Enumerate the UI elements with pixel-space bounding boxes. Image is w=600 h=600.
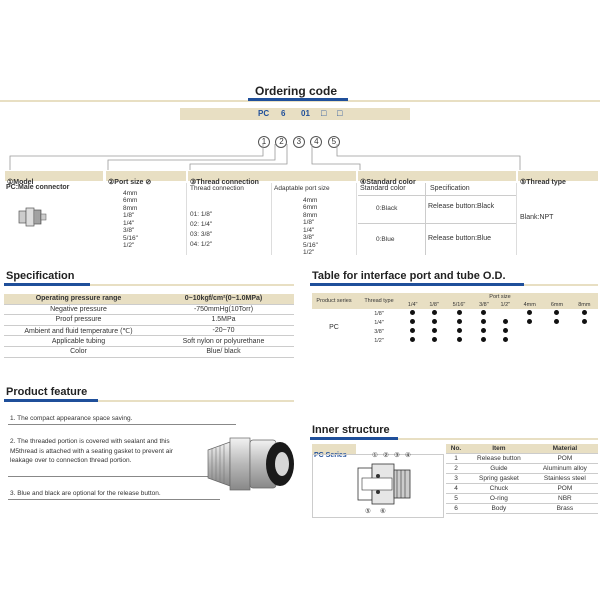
- availability-dot: [503, 337, 508, 342]
- availability-dot: [410, 319, 415, 324]
- adaptable-port-label: Adaptable port size: [274, 185, 330, 192]
- availability-dot: [432, 310, 437, 315]
- thread-type-value: Blank:NPT: [520, 214, 554, 221]
- callout-2: ②: [383, 452, 389, 459]
- part-material: POM: [532, 454, 598, 464]
- table-row: [4, 294, 294, 304]
- availability-dot: [457, 328, 462, 333]
- thread-type-cell: 1/4": [374, 319, 384, 326]
- port-size-value: 1/8": [123, 212, 135, 220]
- adaptable-port-value: 6mm: [303, 204, 318, 212]
- availability-dot: [457, 337, 462, 342]
- table-row: [4, 304, 294, 315]
- dot-cell: [423, 318, 444, 327]
- standard-color-header: ④Standard color: [358, 171, 516, 181]
- column-header-port: Port size: [402, 293, 598, 301]
- thread-connection-value: 01: 1/8": [190, 211, 213, 218]
- thread-type-header: ⑤Thread type: [518, 171, 598, 181]
- dot-cell: [423, 327, 444, 336]
- column-divider: [186, 183, 187, 255]
- availability-dot: [457, 310, 462, 315]
- dot-cell: [495, 327, 516, 336]
- port-size-value: 5/16": [123, 234, 138, 242]
- table-row: [446, 474, 598, 484]
- specification-title-underline: [4, 283, 90, 286]
- column-header-product: Product series: [312, 293, 356, 309]
- part-item: Spring gasket: [466, 474, 532, 484]
- dot-cell: [402, 327, 423, 336]
- column-divider: [356, 183, 357, 255]
- spec-value: Blue/ black: [153, 346, 294, 357]
- adaptable-port-value: 3/8": [303, 234, 315, 242]
- table-row: [446, 494, 598, 504]
- table-row: [4, 325, 294, 336]
- dot-cell: [571, 309, 598, 318]
- color-code-blue: 0:Blue: [376, 236, 395, 243]
- part-material: Stainless steel: [532, 474, 598, 484]
- specification-table: [4, 294, 294, 358]
- table-row: [4, 315, 294, 326]
- availability-dot: [527, 319, 532, 324]
- callout-4: ④: [405, 452, 411, 459]
- adaptable-port-value: 5/16": [303, 241, 318, 249]
- thread-type-cell: 1/2": [374, 337, 384, 344]
- availability-dot: [503, 328, 508, 333]
- part-no: 6: [446, 504, 466, 514]
- dot-cell: [402, 318, 423, 327]
- inner-structure-title: Inner structure: [312, 424, 390, 436]
- thread-connection-value: 04: 1/2": [190, 241, 213, 248]
- table-row: [312, 309, 598, 318]
- marker-1: 1: [258, 136, 270, 148]
- table-row: [446, 444, 598, 454]
- male-connector-illustration: [18, 205, 48, 229]
- availability-dot: [527, 310, 532, 315]
- marker-2: 2: [275, 136, 287, 148]
- callout-1: ①: [372, 452, 378, 459]
- availability-dot: [432, 328, 437, 333]
- spec-name: Color: [4, 346, 153, 357]
- inner-structure-diagram: [356, 460, 416, 508]
- product-feature-title: Product feature: [6, 386, 88, 398]
- dot-cell: [571, 318, 598, 327]
- availability-dot: [554, 319, 559, 324]
- column-divider: [271, 183, 272, 255]
- table-row: [4, 336, 294, 347]
- marker-5: 5: [328, 136, 340, 148]
- port-size-value: 8mm: [123, 204, 138, 212]
- pc-series-label: PC Series: [312, 444, 356, 454]
- table-row: [446, 484, 598, 494]
- port-size-value: 6mm: [123, 197, 138, 205]
- dot-cell: [516, 309, 543, 318]
- part-item: Guide: [466, 464, 532, 474]
- thread-type-cell: 3/8": [374, 328, 384, 335]
- port-size-header-cell: 3/8": [479, 302, 489, 308]
- table-row: [446, 504, 598, 514]
- thread-connection-list: [190, 210, 212, 250]
- spec-value: 0~10kgf/cm²(0~1.0MPa): [153, 294, 294, 304]
- callout-6: ⑥: [380, 508, 386, 515]
- thread-connection-value: 02: 1/4": [190, 221, 213, 228]
- color-code-black: 0:Black: [376, 205, 398, 212]
- ordering-title: Ordering code: [255, 84, 338, 98]
- spec-name: Negative pressure: [4, 304, 153, 315]
- part-no: 5: [446, 494, 466, 504]
- part-no: 2: [446, 464, 466, 474]
- dot-cell: [445, 336, 473, 345]
- part-material: NBR: [532, 494, 598, 504]
- interface-table-title: Table for interface port and tube O.D.: [312, 270, 506, 282]
- dot-cell: [423, 309, 444, 318]
- availability-dot: [582, 319, 587, 324]
- part-item: Release button: [466, 454, 532, 464]
- dot-cell: [423, 336, 444, 345]
- dot-cell: [473, 336, 494, 345]
- port-size-header-cell: 4mm: [523, 302, 536, 308]
- port-size-header-cell: 6mm: [550, 302, 564, 308]
- table-row: [446, 464, 598, 474]
- part-item: Body: [466, 504, 532, 514]
- material-table: [446, 444, 598, 514]
- availability-dot: [410, 310, 415, 315]
- port-size-value: 4mm: [123, 190, 138, 197]
- model-header: ①Model: [5, 171, 103, 181]
- port-size-header-cell: 5/16": [452, 302, 466, 308]
- adaptable-port-value: 4mm: [303, 197, 318, 204]
- dot-cell: [516, 327, 543, 336]
- code-part-1: PC: [258, 109, 270, 118]
- availability-dot: [432, 337, 437, 342]
- availability-dot: [457, 319, 462, 324]
- spec-name: Operating pressure range: [4, 294, 153, 304]
- dot-cell: [495, 309, 516, 318]
- spec-value: -20~70: [153, 325, 294, 336]
- column-header-material: Material: [532, 444, 598, 454]
- dot-cell: [473, 309, 494, 318]
- code-part-4: □: [321, 108, 327, 118]
- part-item: Chuck: [466, 484, 532, 494]
- dot-cell: [402, 309, 423, 318]
- code-part-3: 01: [301, 109, 310, 118]
- feature-item-2: 2. The threaded portion is covered with sealant and this M5thread is attached with a seating gasket to prevent air leakage over to connection thread portion.: [10, 438, 173, 464]
- part-no: 3: [446, 474, 466, 484]
- feature-underline: [8, 499, 220, 500]
- dot-cell: [473, 327, 494, 336]
- port-size-header-cell: 1/4": [407, 302, 418, 308]
- part-no: 1: [446, 454, 466, 464]
- column-header-thread: Thread type: [356, 293, 402, 309]
- product-series-cell: PC: [329, 323, 339, 331]
- column-header-no: No.: [446, 444, 466, 454]
- availability-dot: [410, 337, 415, 342]
- port-size-header-cell: 1/2": [500, 302, 511, 308]
- dot-cell: [571, 336, 598, 345]
- standard-color-label: Standard color: [360, 185, 406, 192]
- thread-connection-label: Thread connection: [190, 185, 244, 192]
- part-material: POM: [532, 484, 598, 494]
- availability-dot: [481, 319, 486, 324]
- dot-cell: [445, 318, 473, 327]
- dot-cell: [571, 327, 598, 336]
- feature-item-1: 1. The compact appearance space saving.: [10, 415, 133, 422]
- ordering-connector-lines: [0, 140, 600, 172]
- dot-cell: [402, 336, 423, 345]
- model-value: PC:Male connector: [6, 184, 70, 191]
- spec-name: Ambient and fluid temperature (℃): [4, 325, 153, 336]
- standard-color-divider: [358, 195, 516, 196]
- availability-dot: [481, 328, 486, 333]
- specification-label: Specification: [430, 185, 470, 192]
- part-no: 4: [446, 484, 466, 494]
- dot-cell: [473, 318, 494, 327]
- availability-dot: [582, 310, 587, 315]
- availability-dot: [432, 319, 437, 324]
- adaptable-port-list: [303, 197, 318, 257]
- port-size-value: 1/4": [123, 219, 135, 227]
- code-part-2: 6: [281, 109, 286, 118]
- column-header-item: Item: [466, 444, 532, 454]
- dot-cell: [445, 327, 473, 336]
- standard-color-vdivider: [425, 183, 426, 255]
- thread-connection-value: 03: 3/8": [190, 231, 213, 238]
- dot-cell: [543, 336, 570, 345]
- adaptable-port-value: 8mm: [303, 211, 318, 219]
- part-material: Brass: [532, 504, 598, 514]
- adaptable-port-value: 1/8": [303, 219, 315, 227]
- table-row: [312, 293, 598, 301]
- availability-dot: [410, 328, 415, 333]
- port-size-header: ②Port size ⊘: [106, 171, 186, 181]
- inner-structure-title-underline: [310, 437, 398, 440]
- column-divider: [516, 183, 517, 255]
- dot-cell: [543, 327, 570, 336]
- availability-dot: [554, 310, 559, 315]
- spec-value: 1.5MPa: [153, 315, 294, 326]
- dot-cell: [543, 309, 570, 318]
- product-feature-title-underline: [4, 399, 98, 402]
- part-material: Aluminum alloy: [532, 464, 598, 474]
- standard-color-row-divider: [358, 223, 516, 224]
- thread-connection-header: ③Thread connection: [188, 171, 356, 181]
- specification-title: Specification: [6, 270, 75, 282]
- spec-name: Proof pressure: [4, 315, 153, 326]
- feature-underline: [8, 424, 236, 425]
- adaptable-port-value: 1/2": [303, 249, 315, 257]
- dot-cell: [445, 309, 473, 318]
- dot-cell: [543, 318, 570, 327]
- port-size-list: [123, 190, 138, 250]
- table-row: [446, 454, 598, 464]
- table-row: [4, 346, 294, 357]
- availability-dot: [503, 319, 508, 324]
- feature-underline: [8, 476, 218, 477]
- interface-title-underline: [310, 283, 524, 286]
- availability-dot: [481, 310, 486, 315]
- dot-cell: [495, 318, 516, 327]
- dot-cell: [516, 336, 543, 345]
- adaptable-port-value: 1/4": [303, 226, 315, 234]
- thread-type-cell: 1/8": [374, 310, 384, 317]
- interface-table: [312, 293, 598, 345]
- port-size-value: 1/2": [123, 242, 135, 250]
- code-bar: [180, 108, 410, 120]
- part-item: O-ring: [466, 494, 532, 504]
- code-part-5: □: [337, 108, 343, 118]
- availability-dot: [481, 337, 486, 342]
- male-connector-photo: [200, 428, 298, 508]
- port-size-header-cell: 1/8": [429, 302, 439, 308]
- callout-5: ⑤: [365, 508, 371, 515]
- ordering-title-underline: [248, 98, 348, 101]
- marker-3: 3: [293, 136, 305, 148]
- spec-value: Soft nylon or polyurethane: [153, 336, 294, 347]
- dot-cell: [495, 336, 516, 345]
- marker-4: 4: [310, 136, 322, 148]
- port-size-header-cell: 8mm: [578, 302, 591, 308]
- spec-value: -750mmHg(10Torr): [153, 304, 294, 315]
- dot-cell: [516, 318, 543, 327]
- color-spec-blue: Release button:Blue: [428, 235, 492, 242]
- color-spec-black: Release button:Black: [428, 203, 495, 210]
- port-size-value: 3/8": [123, 227, 135, 235]
- feature-item-3: 3. Blue and black are optional for the release button.: [10, 490, 161, 497]
- callout-3: ③: [394, 452, 400, 459]
- spec-name: Applicable tubing: [4, 336, 153, 347]
